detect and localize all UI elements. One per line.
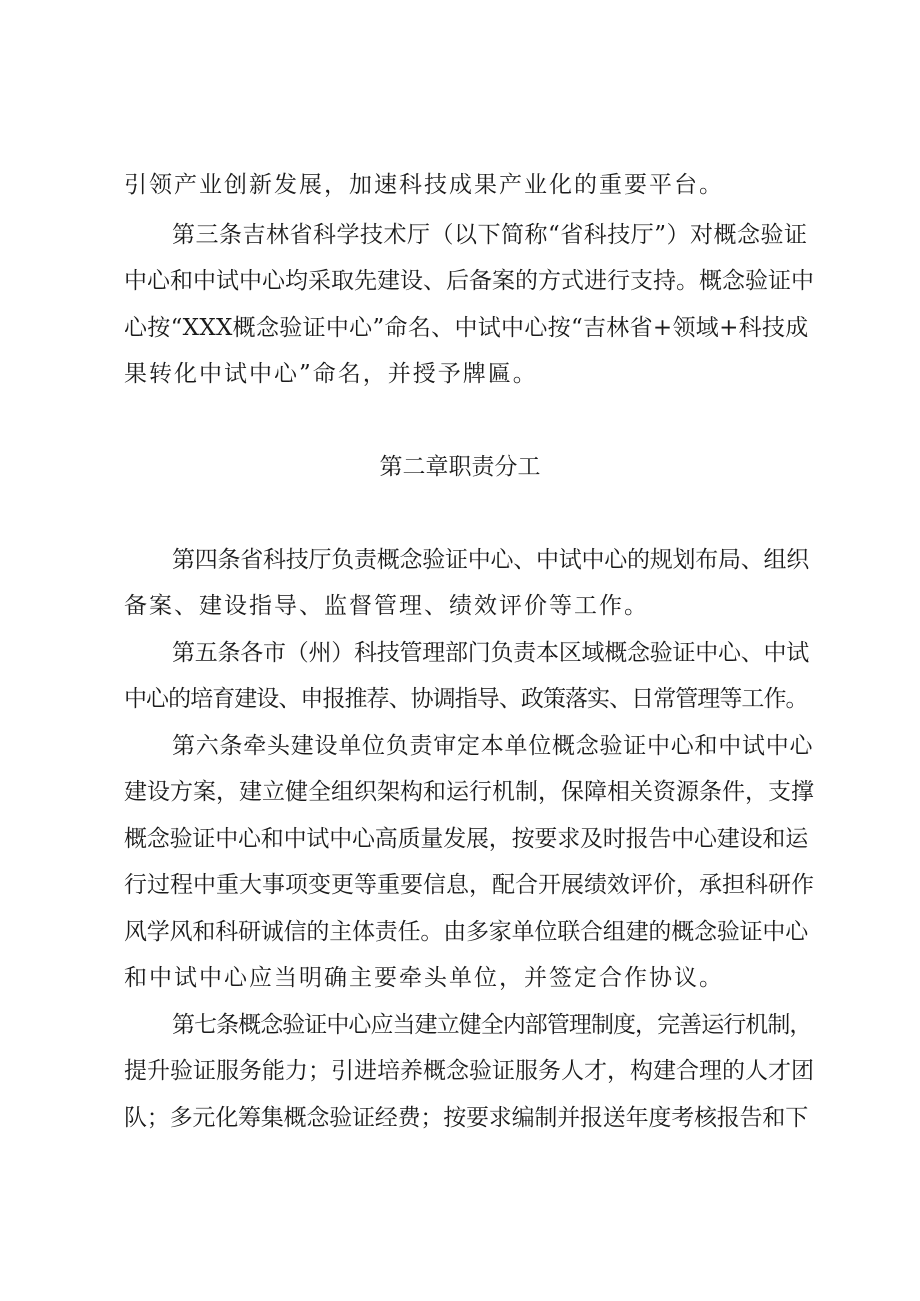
chapter-heading: 第二章职责分工 [379,454,541,480]
paragraph-line: 建设方案，建立健全组织架构和运行机制，保障相关资源条件，支撑 [124,779,814,805]
paragraph-line: 中心和中试中心均采取先建设、后备案的方式进行支持。概念验证中 [124,268,814,294]
paragraph-line: 果转化中试中心”命名，并授予牌匾。 [124,361,538,387]
paragraph-line: 备案、建设指导、监督管理、绩效评价等工作。 [124,593,649,619]
paragraph-line: 第三条吉林省科学技术厅（以下简称“省科技厅”）对概念验证 [172,222,808,248]
paragraph-line: 提升验证服务能力；引进培养概念验证服务人才，构建合理的人才团 [124,1058,814,1084]
paragraph-line: 第七条概念验证中心应当建立健全内部管理制度，完善运行机制， [172,1012,812,1038]
paragraph-line: 引领产业创新发展，加速科技成果产业化的重要平台。 [124,172,724,198]
paragraph-line: 中心的培育建设、申报推荐、协调指导、政策落实、日常管理等工作。 [124,686,808,712]
paragraph-line: 和中试中心应当明确主要牵头单位，并签定合作协议。 [124,965,724,991]
paragraph-line: 第四条省科技厅负责概念验证中心、中试中心的规划布局、组织 [172,547,809,573]
paragraph-line: 心按“XXX概念验证中心”命名、中试中心按“吉林省+领域+科技成 [124,315,809,341]
paragraph-line: 风学风和科研诚信的主体责任。由多家单位联合组建的概念验证中心 [124,919,809,945]
paragraph-line: 第六条牵头建设单位负责审定本单位概念验证中心和中试中心 [172,733,814,759]
paragraph-line: 第五条各市（州）科技管理部门负责本区域概念验证中心、中试 [172,640,809,666]
paragraph-line: 行过程中重大事项变更等重要信息，配合开展绩效评价，承担科研作 [124,872,814,898]
paragraph-line: 概念验证中心和中试中心高质量发展，按要求及时报告中心建设和运 [124,826,809,852]
paragraph-line: 队；多元化筹集概念验证经费；按要求编制并报送年度考核报告和下 [124,1105,809,1131]
